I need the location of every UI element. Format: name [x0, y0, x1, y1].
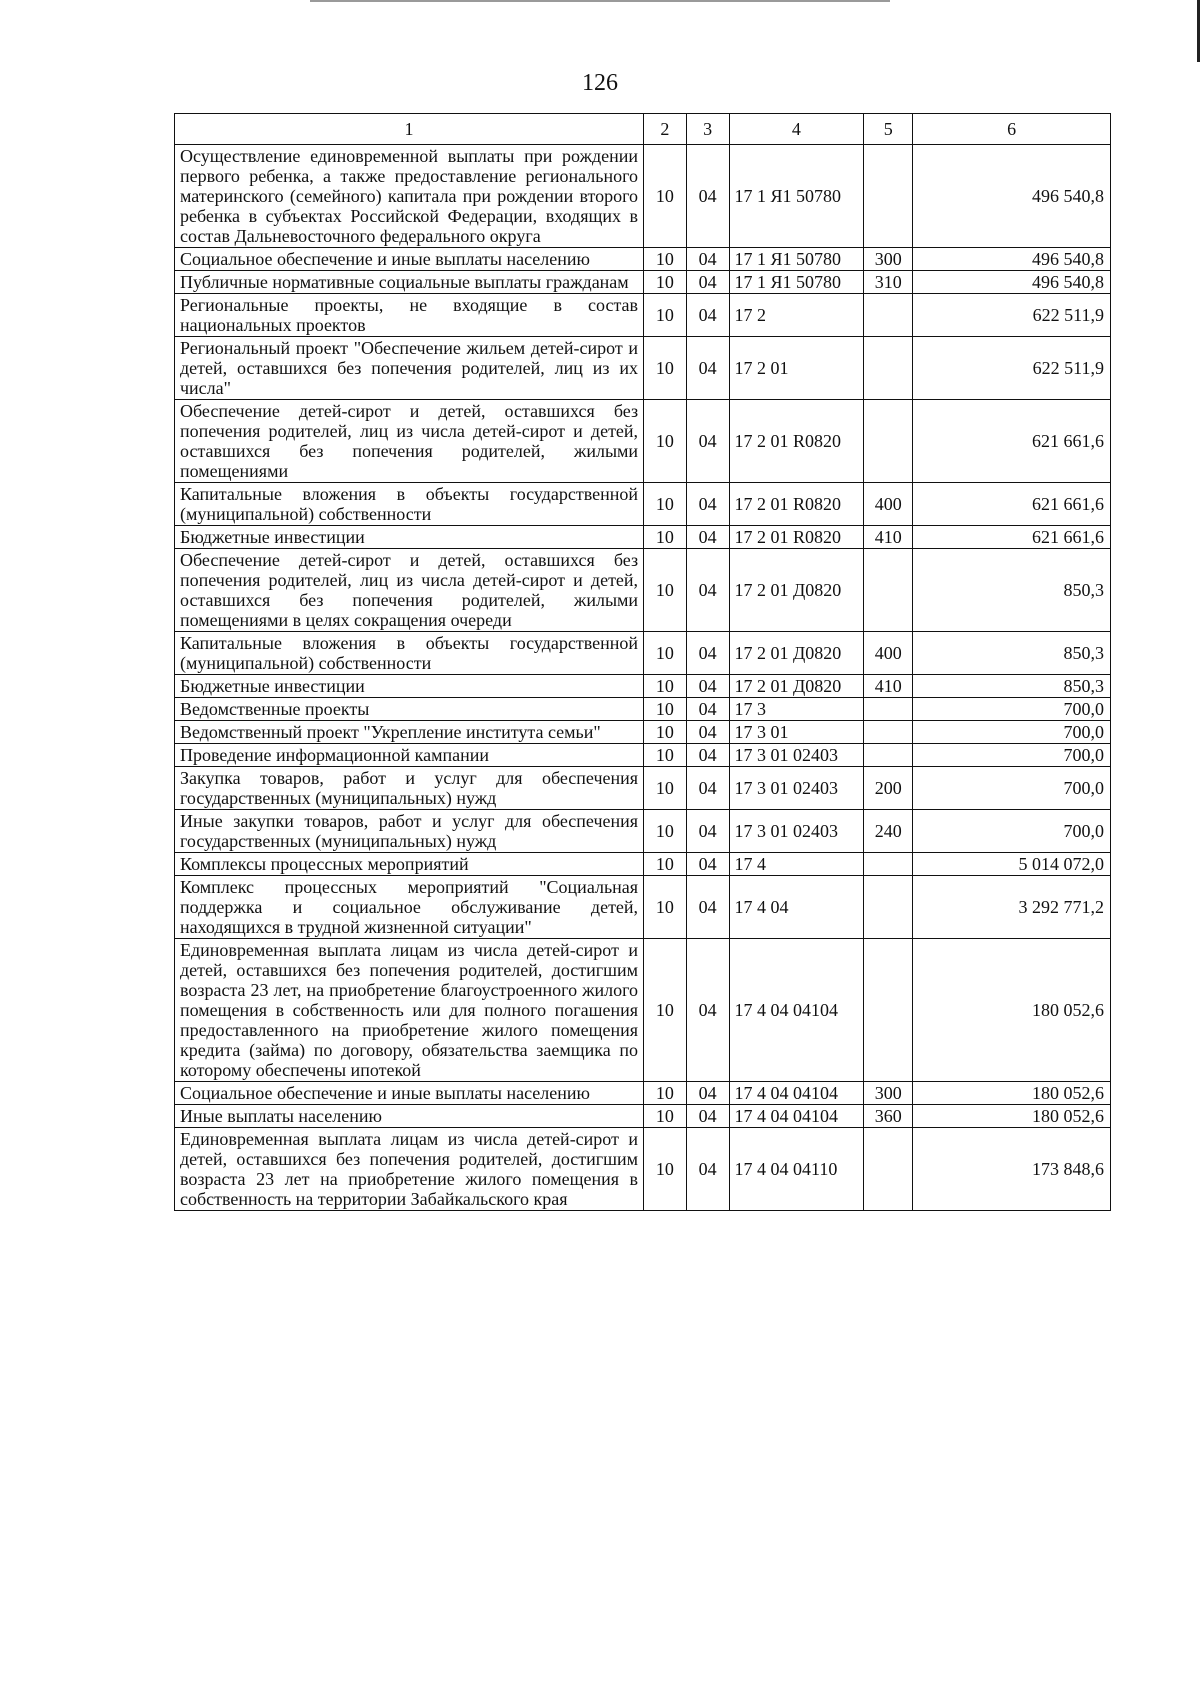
- row-amount: 180 052,6: [913, 1105, 1111, 1128]
- row-expense-type: [864, 294, 913, 337]
- row-name: Комплекс процессных мероприятий "Социальная поддержка и социальное обслуживание детей, находящихся в трудной жизненной ситуации": [175, 876, 644, 939]
- row-target-code: 17 3 01 02403: [729, 744, 864, 767]
- row-name: Бюджетные инвестиции: [175, 526, 644, 549]
- row-target-code: 17 3 01: [729, 721, 864, 744]
- row-expense-type: [864, 400, 913, 483]
- row-subsection: 04: [686, 483, 729, 526]
- row-amount: 622 511,9: [913, 294, 1111, 337]
- row-amount: 850,3: [913, 632, 1111, 675]
- row-amount: 180 052,6: [913, 1082, 1111, 1105]
- header-col-3: 3: [686, 114, 729, 145]
- row-target-code: 17 4 04: [729, 876, 864, 939]
- row-section: 10: [644, 1128, 687, 1211]
- row-expense-type: [864, 549, 913, 632]
- row-subsection: 04: [686, 526, 729, 549]
- row-subsection: 04: [686, 400, 729, 483]
- table-row: [175, 810, 1111, 853]
- row-target-code: 17 4 04 04104: [729, 939, 864, 1082]
- row-subsection: 04: [686, 810, 729, 853]
- row-target-code: 17 4 04 04110: [729, 1128, 864, 1211]
- row-target-code: 17 2 01 Д0820: [729, 632, 864, 675]
- row-target-code: 17 1 Я1 50780: [729, 248, 864, 271]
- table-row: [175, 721, 1111, 744]
- row-subsection: 04: [686, 549, 729, 632]
- row-target-code: 17 2 01: [729, 337, 864, 400]
- row-amount: 700,0: [913, 698, 1111, 721]
- row-section: 10: [644, 145, 687, 248]
- row-name: Единовременная выплата лицам из числа детей-сирот и детей, оставшихся без попечения родителей, достигшим возраста 23 лет на приобретение жилого помещения в собственность на территории Забайкальского края: [175, 1128, 644, 1211]
- row-section: 10: [644, 400, 687, 483]
- row-expense-type: 410: [864, 526, 913, 549]
- row-subsection: 04: [686, 1105, 729, 1128]
- row-section: 10: [644, 767, 687, 810]
- row-expense-type: [864, 145, 913, 248]
- row-amount: 700,0: [913, 767, 1111, 810]
- row-target-code: 17 2 01 R0820: [729, 526, 864, 549]
- row-expense-type: [864, 939, 913, 1082]
- row-amount: 700,0: [913, 744, 1111, 767]
- row-target-code: 17 2: [729, 294, 864, 337]
- page-number: 126: [582, 70, 618, 96]
- row-expense-type: 360: [864, 1105, 913, 1128]
- row-amount: 621 661,6: [913, 400, 1111, 483]
- row-subsection: 04: [686, 939, 729, 1082]
- table-row: [175, 1105, 1111, 1128]
- row-name: Обеспечение детей-сирот и детей, оставшихся без попечения родителей, лиц из числа детей-сирот и детей, оставшихся без попечения родителей, жилыми помещениями в целях сокращения очереди: [175, 549, 644, 632]
- row-name: Осуществление единовременной выплаты при рождении первого ребенка, а также предоставление регионального материнского (семейного) капитала при рождении второго ребенка в субъектах Российской Федерации, входящих в состав Дальневосточного федерального округа: [175, 145, 644, 248]
- row-amount: 850,3: [913, 549, 1111, 632]
- row-expense-type: [864, 853, 913, 876]
- row-target-code: 17 2 01 R0820: [729, 483, 864, 526]
- row-expense-type: 310: [864, 271, 913, 294]
- row-amount: 700,0: [913, 810, 1111, 853]
- row-expense-type: 410: [864, 675, 913, 698]
- scan-top-rule: [310, 0, 890, 2]
- row-name: Публичные нормативные социальные выплаты гражданам: [175, 271, 644, 294]
- row-target-code: 17 1 Я1 50780: [729, 145, 864, 248]
- table-row: [175, 483, 1111, 526]
- row-name: Иные закупки товаров, работ и услуг для обеспечения государственных (муниципальных) нужд: [175, 810, 644, 853]
- row-expense-type: 240: [864, 810, 913, 853]
- row-name: Региональный проект "Обеспечение жильем детей-сирот и детей, оставшихся без попечения родителей, лиц из их числа": [175, 337, 644, 400]
- table-body: [175, 145, 1111, 1211]
- row-subsection: 04: [686, 145, 729, 248]
- row-subsection: 04: [686, 337, 729, 400]
- row-name: Социальное обеспечение и иные выплаты населению: [175, 1082, 644, 1105]
- row-name: Закупка товаров, работ и услуг для обеспечения государственных (муниципальных) нужд: [175, 767, 644, 810]
- header-col-6: 6: [913, 114, 1111, 145]
- table-row: [175, 271, 1111, 294]
- row-target-code: 17 2 01 Д0820: [729, 549, 864, 632]
- table-row: [175, 248, 1111, 271]
- table-row: [175, 1082, 1111, 1105]
- row-section: 10: [644, 337, 687, 400]
- row-name: Единовременная выплата лицам из числа детей-сирот и детей, оставшихся без попечения родителей, достигшим возраста 23 лет, на приобретение благоустроенного жилого помещения в собственность или для полного погашения предоставленного на приобретение жилого помещения кредита (займа) по договору, обязательства заемщика по которому обеспечены ипотекой: [175, 939, 644, 1082]
- row-section: 10: [644, 876, 687, 939]
- row-amount: 3 292 771,2: [913, 876, 1111, 939]
- row-target-code: 17 3: [729, 698, 864, 721]
- header-row: [175, 114, 1111, 145]
- table-row: [175, 337, 1111, 400]
- row-expense-type: [864, 337, 913, 400]
- table-row: [175, 853, 1111, 876]
- table-row: [175, 675, 1111, 698]
- table-row: [175, 632, 1111, 675]
- row-amount: 622 511,9: [913, 337, 1111, 400]
- row-name: Иные выплаты населению: [175, 1105, 644, 1128]
- row-section: 10: [644, 810, 687, 853]
- row-section: 10: [644, 675, 687, 698]
- row-section: 10: [644, 526, 687, 549]
- table-row: [175, 549, 1111, 632]
- row-subsection: 04: [686, 698, 729, 721]
- row-name: Ведомственные проекты: [175, 698, 644, 721]
- row-section: 10: [644, 1082, 687, 1105]
- table-row: [175, 526, 1111, 549]
- row-section: 10: [644, 271, 687, 294]
- row-expense-type: [864, 721, 913, 744]
- header-col-1: 1: [175, 114, 644, 145]
- row-subsection: 04: [686, 294, 729, 337]
- row-expense-type: [864, 876, 913, 939]
- table-row: [175, 939, 1111, 1082]
- row-name: Ведомственный проект "Укрепление института семьи": [175, 721, 644, 744]
- header-col-5: 5: [864, 114, 913, 145]
- row-name: Капитальные вложения в объекты государственной (муниципальной) собственности: [175, 483, 644, 526]
- row-subsection: 04: [686, 721, 729, 744]
- table-row: [175, 145, 1111, 248]
- row-subsection: 04: [686, 744, 729, 767]
- row-amount: 5 014 072,0: [913, 853, 1111, 876]
- row-target-code: 17 4 04 04104: [729, 1082, 864, 1105]
- table-header: [175, 114, 1111, 145]
- row-name: Социальное обеспечение и иные выплаты населению: [175, 248, 644, 271]
- row-subsection: 04: [686, 853, 729, 876]
- table-row: [175, 876, 1111, 939]
- row-expense-type: 200: [864, 767, 913, 810]
- row-amount: 496 540,8: [913, 145, 1111, 248]
- row-section: 10: [644, 698, 687, 721]
- row-name: Капитальные вложения в объекты государственной (муниципальной) собственности: [175, 632, 644, 675]
- row-amount: 496 540,8: [913, 248, 1111, 271]
- header-col-4: 4: [729, 114, 864, 145]
- row-subsection: 04: [686, 876, 729, 939]
- row-amount: 621 661,6: [913, 483, 1111, 526]
- table-row: [175, 1128, 1111, 1211]
- row-expense-type: 400: [864, 632, 913, 675]
- row-section: 10: [644, 549, 687, 632]
- row-subsection: 04: [686, 1082, 729, 1105]
- row-amount: 621 661,6: [913, 526, 1111, 549]
- row-subsection: 04: [686, 271, 729, 294]
- row-amount: 173 848,6: [913, 1128, 1111, 1211]
- row-target-code: 17 4 04 04104: [729, 1105, 864, 1128]
- row-target-code: 17 3 01 02403: [729, 810, 864, 853]
- row-section: 10: [644, 632, 687, 675]
- row-expense-type: [864, 1128, 913, 1211]
- row-section: 10: [644, 1105, 687, 1128]
- row-section: 10: [644, 721, 687, 744]
- row-section: 10: [644, 483, 687, 526]
- row-name: Региональные проекты, не входящие в состав национальных проектов: [175, 294, 644, 337]
- row-expense-type: [864, 744, 913, 767]
- row-expense-type: 300: [864, 1082, 913, 1105]
- row-amount: 496 540,8: [913, 271, 1111, 294]
- row-section: 10: [644, 853, 687, 876]
- row-section: 10: [644, 939, 687, 1082]
- header-col-2: 2: [644, 114, 687, 145]
- table-row: [175, 294, 1111, 337]
- table-row: [175, 698, 1111, 721]
- row-name: Проведение информационной кампании: [175, 744, 644, 767]
- row-expense-type: [864, 698, 913, 721]
- row-target-code: 17 3 01 02403: [729, 767, 864, 810]
- row-expense-type: 400: [864, 483, 913, 526]
- row-subsection: 04: [686, 767, 729, 810]
- row-subsection: 04: [686, 1128, 729, 1211]
- row-name: Комплексы процессных мероприятий: [175, 853, 644, 876]
- row-target-code: 17 1 Я1 50780: [729, 271, 864, 294]
- table-row: [175, 767, 1111, 810]
- budget-table: [174, 113, 1111, 1211]
- row-subsection: 04: [686, 632, 729, 675]
- row-expense-type: 300: [864, 248, 913, 271]
- row-subsection: 04: [686, 248, 729, 271]
- row-target-code: 17 2 01 Д0820: [729, 675, 864, 698]
- row-amount: 700,0: [913, 721, 1111, 744]
- row-section: 10: [644, 744, 687, 767]
- row-amount: 850,3: [913, 675, 1111, 698]
- row-subsection: 04: [686, 675, 729, 698]
- row-target-code: 17 4: [729, 853, 864, 876]
- row-section: 10: [644, 248, 687, 271]
- row-name: Обеспечение детей-сирот и детей, оставшихся без попечения родителей, лиц из числа детей-сирот и детей, оставшихся без попечения родителей, жилыми помещениями: [175, 400, 644, 483]
- table-row: [175, 400, 1111, 483]
- row-name: Бюджетные инвестиции: [175, 675, 644, 698]
- table-row: [175, 744, 1111, 767]
- row-amount: 180 052,6: [913, 939, 1111, 1082]
- row-section: 10: [644, 294, 687, 337]
- row-target-code: 17 2 01 R0820: [729, 400, 864, 483]
